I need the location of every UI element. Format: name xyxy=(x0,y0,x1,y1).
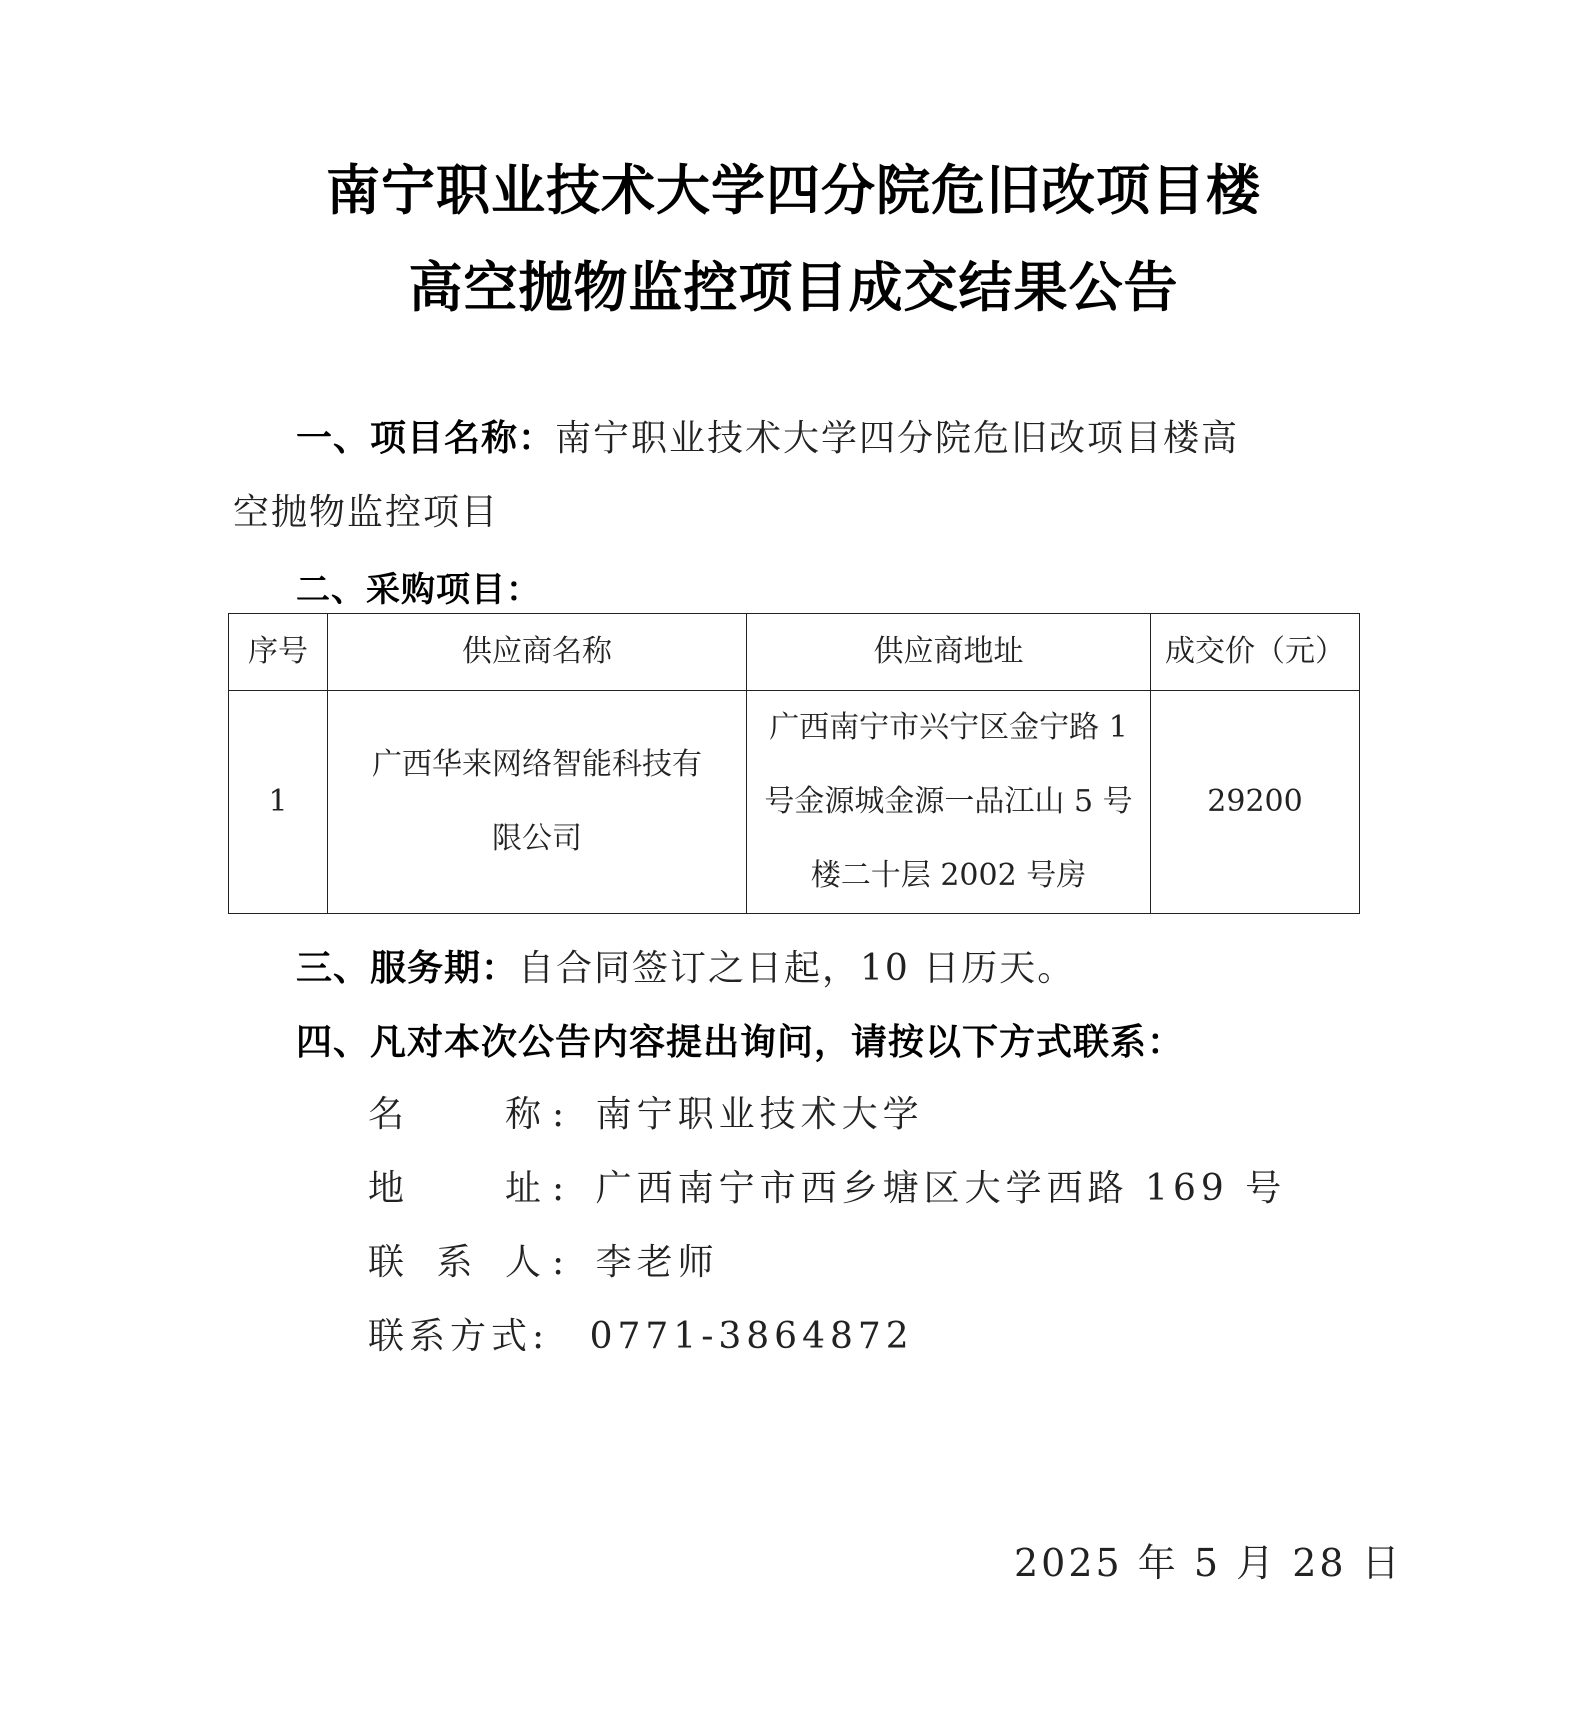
contact-person-label-char: 联 xyxy=(368,1242,410,1283)
header-price: 成交价（元） xyxy=(1151,614,1360,691)
procurement-table xyxy=(228,613,1360,914)
contact-address-label-char: 址 xyxy=(504,1168,546,1209)
title-line-1: 南宁职业技术大学四分院危旧改项目楼 xyxy=(326,159,1261,222)
header-supplier-address: 供应商地址 xyxy=(747,614,1151,691)
contact-name-label-char: 名 xyxy=(368,1094,410,1135)
table-header-row xyxy=(229,614,1360,691)
header-index: 序号 xyxy=(229,614,328,691)
contact-address-value: 广西南宁市西乡塘区大学西路 169 号 xyxy=(595,1168,1287,1209)
section-service-period-label: 三、服务期： xyxy=(296,948,519,989)
contact-address-colon: : xyxy=(552,1168,570,1209)
cell-supplier-address: 广西南宁市兴宁区金宁路 1 号金源城金源一品江山 5 号楼二十层 2002 号房 xyxy=(764,710,1133,893)
section-project-name xyxy=(296,410,1239,461)
cell-supplier-address-wrap xyxy=(747,691,1151,914)
contact-address-label xyxy=(368,1160,546,1211)
contact-person-value: 李老师 xyxy=(595,1242,719,1283)
section-project-name-value-line2: 空抛物监控项目 xyxy=(233,492,500,533)
table-row xyxy=(229,691,1360,914)
announcement-date: 2025 年 5 月 28 日 xyxy=(1014,1541,1403,1585)
cell-supplier-name: 广西华来网络智能科技有限公司 xyxy=(372,747,702,856)
section-project-name-label: 一、项目名称： xyxy=(296,418,556,459)
cell-supplier-name-wrap xyxy=(328,691,747,914)
contact-name-row xyxy=(368,1086,924,1137)
contact-phone-value: 0771-3864872 xyxy=(589,1316,914,1357)
contact-name-label xyxy=(368,1086,546,1137)
section-project-name-value: 南宁职业技术大学四分院危旧改项目楼高 xyxy=(555,418,1240,459)
section-service-period xyxy=(296,940,1075,991)
contact-person-label xyxy=(368,1234,546,1285)
contact-name-colon: : xyxy=(552,1094,570,1135)
title-line-2: 高空抛物监控项目成交结果公告 xyxy=(408,256,1179,319)
section-procurement-label: 二、采购项目： xyxy=(296,570,541,610)
section-inquiry-label: 四、凡对本次公告内容提出询问，请按以下方式联系： xyxy=(296,1022,1185,1063)
cell-price: 29200 xyxy=(1151,691,1360,914)
contact-name-value: 南宁职业技术大学 xyxy=(595,1094,924,1135)
contact-person-label-char: 系 xyxy=(436,1242,478,1283)
contact-phone-row xyxy=(368,1308,914,1359)
contact-person-row xyxy=(368,1234,719,1285)
contact-person-colon: : xyxy=(552,1242,570,1283)
cell-index: 1 xyxy=(229,691,328,914)
contact-address-row xyxy=(368,1160,1286,1211)
contact-name-label-char: 称 xyxy=(504,1094,546,1135)
contact-person-label-char: 人 xyxy=(504,1242,546,1283)
header-supplier-name: 供应商名称 xyxy=(328,614,747,691)
contact-address-label-char: 地 xyxy=(368,1168,410,1209)
section-service-period-value: 自合同签订之日起，10 日历天。 xyxy=(518,948,1076,989)
contact-phone-label: 联系方式: xyxy=(368,1316,550,1357)
